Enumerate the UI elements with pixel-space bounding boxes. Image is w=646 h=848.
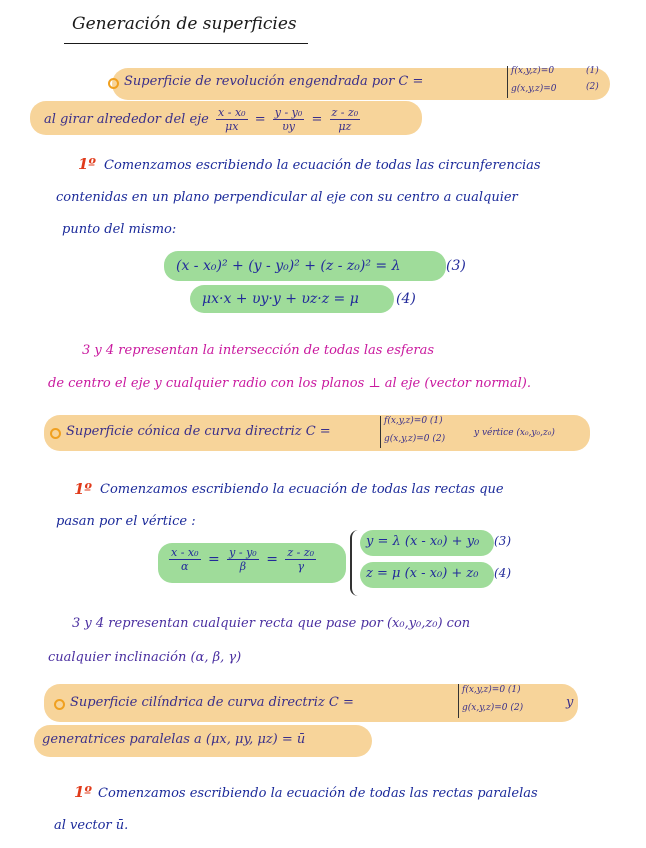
s1-para-1: Comenzamos escribiendo la ecuación de todas las circunferencias — [104, 158, 541, 173]
s1-note-1: 3 y 4 representan la intersección de todas las esferas — [82, 343, 435, 358]
s3-system-eq-a: f(x,y,z)=0 (1) — [462, 685, 521, 695]
system-brace — [507, 66, 508, 98]
fraction: $\frac{\text{z - z₀}}{\mu z}$ — [331, 106, 359, 133]
s3-heading-line2: generatrices paralelas a (μx, μy, μz) = ū — [42, 732, 306, 747]
page-title: Generación de superficies — [72, 14, 297, 34]
fraction: $\frac{\text{x - x₀}}{\alpha}$ — [171, 546, 199, 573]
system-brace — [380, 416, 381, 448]
fraction: $\frac{\text{y - y₀}}{\beta}$ — [229, 546, 257, 573]
s1-equation-4-num: (4) — [396, 291, 416, 307]
s1-heading: Superficie de revolución engendrada por C = — [124, 74, 424, 89]
s3-para-2: al vector ū. — [54, 818, 129, 833]
s1-system-num-a: (1) — [586, 66, 599, 76]
s2-system-eq-a: f(x,y,z)=0 (1) — [384, 416, 443, 426]
s1-para-2: contenidas en un plano perpendicular al eje con su centro a cualquier — [56, 190, 518, 205]
step-mark: 1º — [74, 480, 92, 498]
bullet-icon — [54, 699, 65, 710]
s1-axis-prefix: al girar alrededor del eje — [44, 112, 209, 127]
system-brace — [458, 684, 459, 718]
s2-para-2: pasan por el vértice : — [56, 514, 196, 529]
s1-system-num-b: (2) — [586, 82, 599, 92]
s1-axis-text: al girar alrededor del eje $\frac{\text{x - x₀}}{\mu x}$ = $\frac{\text{y - y₀}}{\upsilon y}$ = $\frac{\text{z - z₀}}{\mu z}$ — [44, 106, 359, 133]
s1-system-eq-b: g(x,y,z)=0 — [511, 84, 557, 94]
s3-heading: Superficie cilíndrica de curva directriz C = — [70, 695, 354, 710]
s3-system-eq-b: g(x,y,z)=0 (2) — [462, 703, 524, 713]
s3-heading-post: y — [566, 695, 574, 710]
s2-equation-3-num: (3) — [494, 534, 511, 548]
s2-equation-4: z = μ (x - x₀) + z₀ — [366, 566, 479, 581]
s2-fractions: $\frac{\text{x - x₀}}{\alpha}$ = $\frac{\text{y - y₀}}{\beta}$ = $\frac{\text{z - z₀}}{\gamma}$ — [171, 546, 315, 573]
s2-equation-3: y = λ (x - x₀) + y₀ — [366, 534, 480, 549]
s3-para-1: Comenzamos escribiendo la ecuación de todas las rectas paralelas — [98, 786, 538, 801]
s1-note-2: de centro el eje y cualquier radio con los planos ⊥ al eje (vector normal). — [48, 376, 531, 391]
s2-heading: Superficie cónica de curva directriz C = — [66, 424, 331, 439]
s1-system-eq-a: f(x,y,z)=0 — [511, 66, 555, 76]
s2-note-2: cualquier inclinación (α, β, γ) — [48, 650, 242, 665]
s1-para-3: punto del mismo: — [62, 222, 177, 237]
s2-equation-4-num: (4) — [494, 566, 511, 580]
s2-para-1: Comenzamos escribiendo la ecuación de todas las rectas que — [100, 482, 504, 497]
fraction: $\frac{\text{z - z₀}}{\gamma}$ — [287, 546, 315, 573]
title-underline — [64, 43, 308, 44]
s2-heading-post: y vértice (x₀,y₀,z₀) — [474, 428, 555, 438]
step-mark: 1º — [78, 155, 96, 173]
fraction: $\frac{\text{x - x₀}}{\mu x}$ — [218, 106, 246, 133]
fraction: $\frac{\text{y - y₀}}{\upsilon y}$ — [274, 106, 303, 133]
s2-system-eq-b: g(x,y,z)=0 (2) — [384, 434, 446, 444]
s2-note-1: 3 y 4 representan cualquier recta que pase por (x₀,y₀,z₀) con — [72, 616, 471, 631]
step-mark: 1º — [74, 783, 92, 801]
s1-equation-4: μx·x + υy·y + υz·z = μ — [202, 291, 359, 307]
s1-equation-3: (x - x₀)² + (y - y₀)² + (z - z₀)² = λ — [176, 258, 401, 274]
s1-equation-3-num: (3) — [446, 258, 466, 274]
bullet-icon — [50, 428, 61, 439]
bullet-icon — [108, 78, 119, 89]
